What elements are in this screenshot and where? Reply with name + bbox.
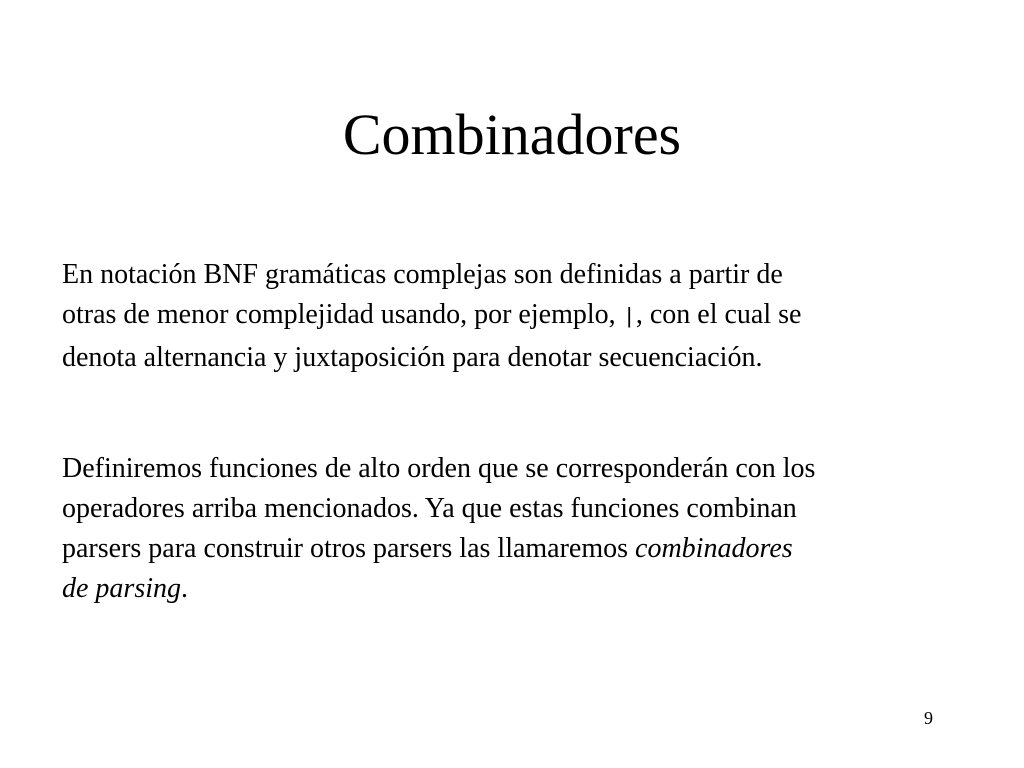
page-number: 9 (924, 708, 933, 728)
text-segment: . (181, 573, 188, 604)
paragraph-bnf (62, 255, 997, 378)
slide-title: Combinadores (342, 102, 682, 167)
paragraph-line (62, 529, 997, 569)
paragraph-line: denota alternancia y juxtaposición para denotar secuenciación. (62, 342, 763, 373)
emphasis-term: de parsing (62, 573, 181, 604)
paragraph-combinadores (62, 449, 997, 609)
paragraph-line: operadores arriba mencionados. Ya que estas funciones combinan (62, 493, 797, 524)
text-segment: , con el cual se (635, 299, 802, 330)
emphasis-term: combinadores (635, 533, 793, 564)
paragraph-line (62, 295, 997, 338)
paragraph-line: En notación BNF gramáticas complejas son definidas a partir de (62, 259, 783, 290)
text-segment: parsers para construir otros parsers las llamaremos (62, 533, 636, 564)
paragraph-line (62, 569, 997, 609)
paragraph-line: Definiremos funciones de alto orden que se corresponderán con los (62, 453, 816, 484)
alternation-symbol: | (622, 305, 636, 330)
text-segment: otras de menor complejidad usando, por ejemplo, (62, 299, 623, 330)
